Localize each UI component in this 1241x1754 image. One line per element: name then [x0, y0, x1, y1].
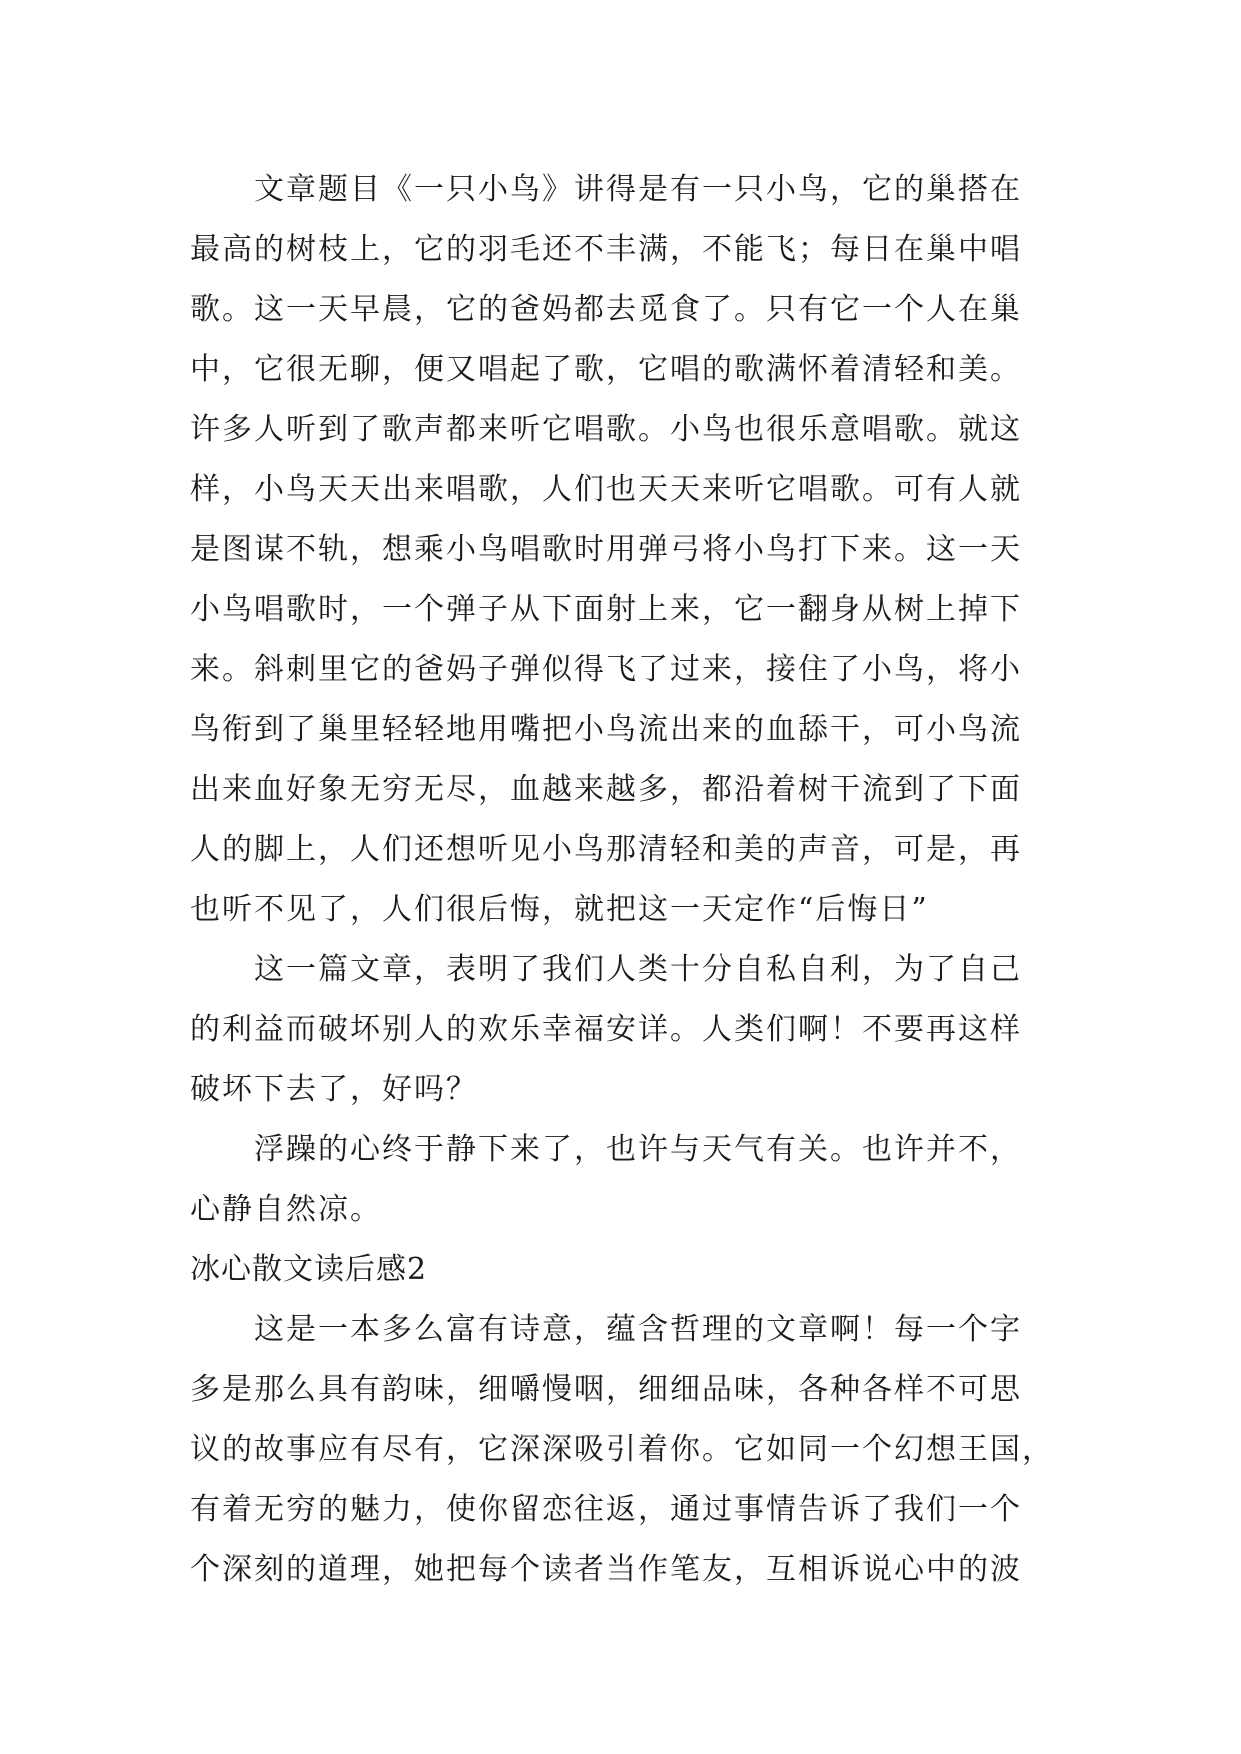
- text-line: 是图谋不轨，想乘小鸟唱歌时用弹弓将小鸟打下来。这一天: [190, 532, 1022, 567]
- text-line: 破坏下去了，好吗？: [190, 1072, 478, 1107]
- paragraph-2: [190, 940, 1050, 1120]
- text-line: 最高的树枝上，它的羽毛还不丰满，不能飞；每日在巢中唱: [190, 232, 1022, 267]
- text-line: 的利益而破坏别人的欢乐幸福安详。人类们啊！不要再这样: [190, 1012, 1022, 1047]
- text-line: 议的故事应有尽有，它深深吸引着你。它如同一个幻想王国，: [190, 1432, 1054, 1467]
- text-line: 中，它很无聊，便又唱起了歌，它唱的歌满怀着清轻和美。: [190, 352, 1022, 387]
- text-line: 歌。这一天早晨，它的爸妈都去觅食了。只有它一个人在巢: [190, 292, 1022, 327]
- text-line: 许多人听到了歌声都来听它唱歌。小鸟也很乐意唱歌。就这: [190, 412, 1022, 447]
- text-line: 心静自然凉。: [190, 1192, 382, 1227]
- text-line: 有着无穷的魅力，使你留恋往返，通过事情告诉了我们一个: [190, 1492, 1022, 1527]
- section-heading: [190, 1240, 1050, 1300]
- text-line: 文章题目《一只小鸟》讲得是有一只小鸟，它的巢搭在: [254, 172, 1022, 207]
- text-line: 鸟衔到了巢里轻轻地用嘴把小鸟流出来的血舔干，可小鸟流: [190, 712, 1022, 747]
- text-line: 出来血好象无穷无尽，血越来越多，都沿着树干流到了下面: [190, 772, 1022, 807]
- text-line: 多是那么具有韵味，细嚼慢咽，细细品味，各种各样不可思: [190, 1372, 1022, 1407]
- text-line: 个深刻的道理，她把每个读者当作笔友，互相诉说心中的波: [190, 1552, 1022, 1587]
- document-body: [190, 160, 1054, 1600]
- paragraph-1: [190, 160, 1050, 940]
- section-title: 冰心散文读后感2: [190, 1252, 428, 1287]
- paragraph-3: [190, 1120, 1050, 1240]
- text-line: 也听不见了，人们很后悔，就把这一天定作“后悔日”: [190, 892, 929, 927]
- text-line: 样，小鸟天天出来唱歌，人们也天天来听它唱歌。可有人就: [190, 472, 1022, 507]
- text-line: 小鸟唱歌时，一个弹子从下面射上来，它一翻身从树上掉下: [190, 592, 1022, 627]
- text-line: 浮躁的心终于静下来了，也许与天气有关。也许并不，: [254, 1132, 1022, 1167]
- text-line: 人的脚上，人们还想听见小鸟那清轻和美的声音，可是，再: [190, 832, 1022, 867]
- text-line: 这是一本多么富有诗意，蕴含哲理的文章啊！每一个字: [254, 1312, 1022, 1347]
- text-line: 这一篇文章，表明了我们人类十分自私自利，为了自己: [254, 952, 1022, 987]
- paragraph-4: [190, 1300, 1054, 1600]
- text-line: 来。斜刺里它的爸妈子弹似得飞了过来，接住了小鸟，将小: [190, 652, 1022, 687]
